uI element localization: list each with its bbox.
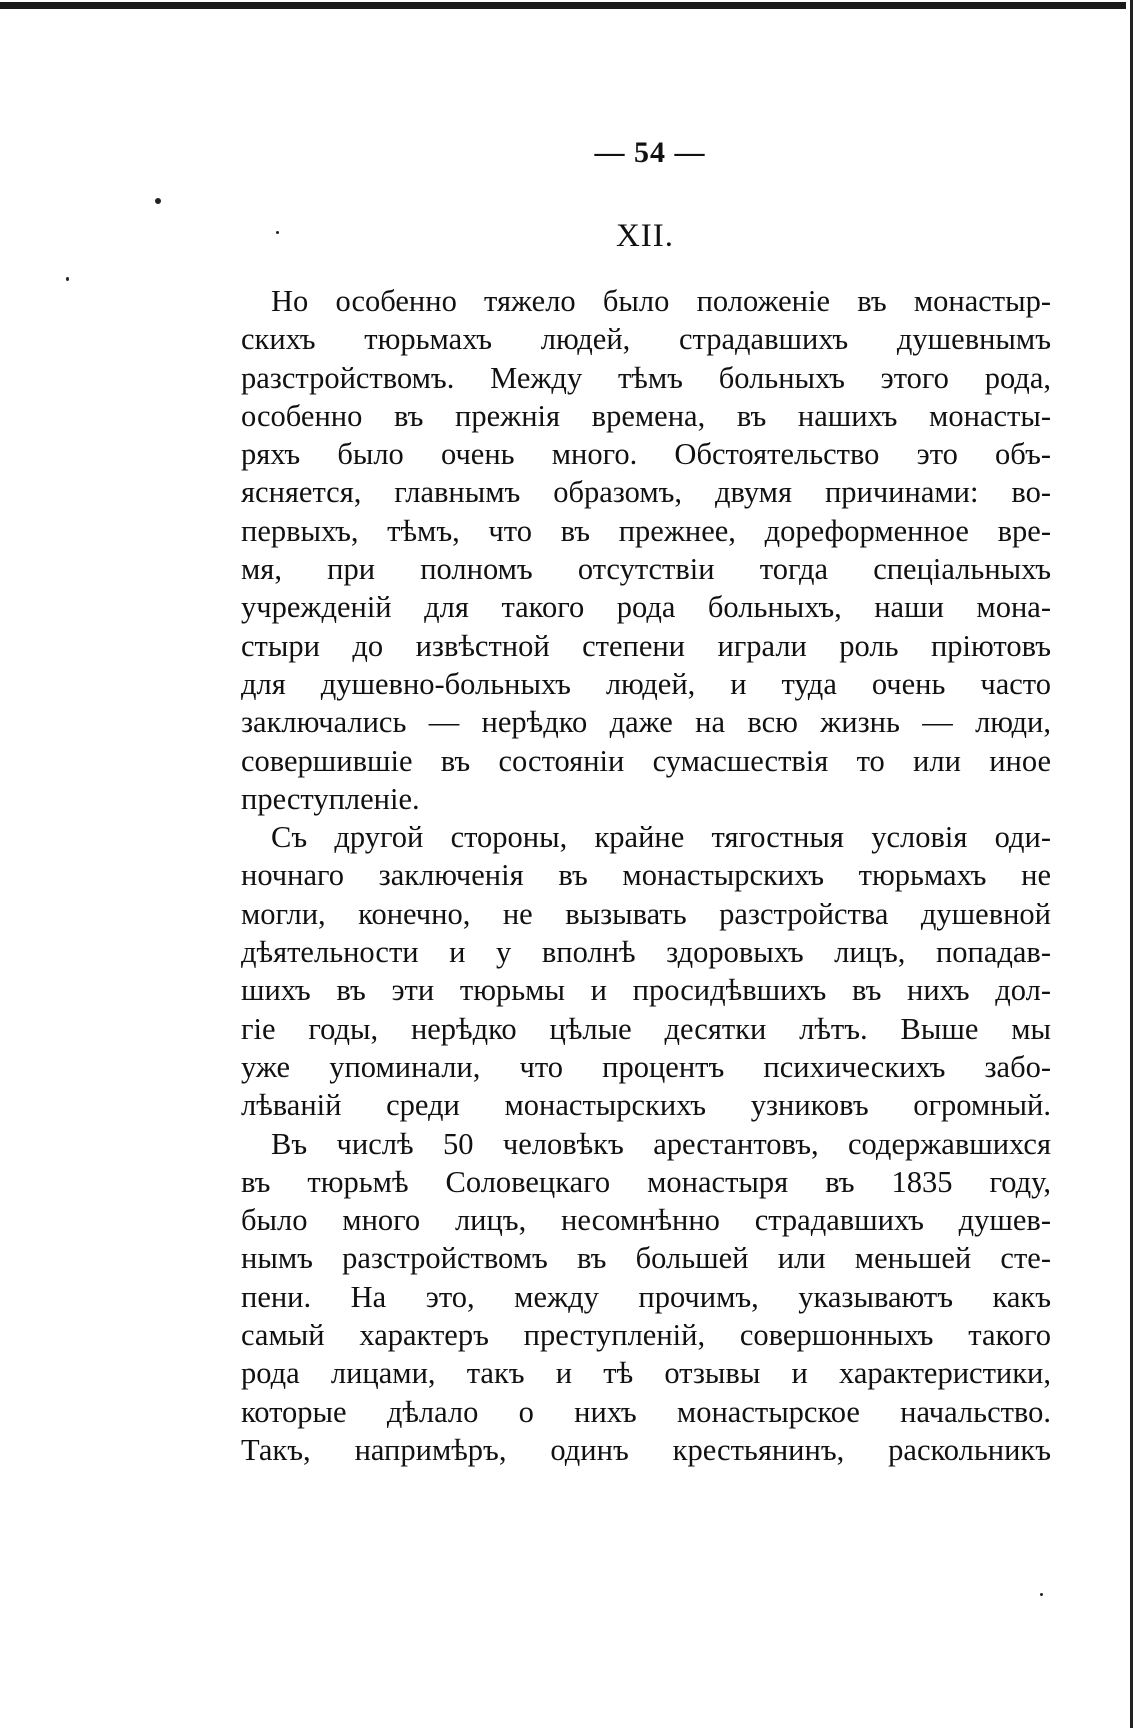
text-line: лѣваній среди монастырскихъ узниковъ огромный. bbox=[241, 1088, 1051, 1123]
text-line: преступленіе. bbox=[241, 781, 420, 816]
text-line: шихъ въ эти тюрьмы и просидѣвшихъ въ нихъ дол- bbox=[241, 973, 1051, 1008]
text-line: первыхъ, тѣмъ, что въ прежнее, дореформенное вре- bbox=[241, 513, 1051, 548]
text-line: для душевно-больныхъ людей, и туда очень часто bbox=[241, 666, 1051, 701]
text-line: дѣятельности и у вполнѣ здоровыхъ лицъ, попадав- bbox=[241, 935, 1051, 970]
text-line: Съ другой стороны, крайне тягостныя условія оди- bbox=[271, 820, 1051, 855]
text-line: ночнаго заключенія въ монастырскихъ тюрьмахъ не bbox=[241, 858, 1051, 893]
text-line: мя, при полномъ отсутствіи тогда спеціальныхъ bbox=[241, 552, 1051, 587]
paragraph bbox=[241, 1125, 1051, 1470]
text-line: Въ числѣ 50 человѣкъ арестантовъ, содержавшихся bbox=[271, 1126, 1051, 1161]
text-line: разстройствомъ. Между тѣмъ больныхъ этого рода, bbox=[241, 360, 1051, 395]
text-line: стыри до извѣстной степени играли роль пріютовъ bbox=[241, 628, 1051, 663]
text-line: уже упоминали, что процентъ психическихъ забо- bbox=[241, 1049, 1051, 1084]
paragraph bbox=[241, 818, 1051, 1124]
text-line: особенно въ прежнія времена, въ нашихъ монасты- bbox=[241, 398, 1051, 433]
text-line: Но особенно тяжело было положеніе въ монастыр- bbox=[271, 284, 1051, 318]
text-line: скихъ тюрьмахъ людей, страдавшихъ душевнымъ bbox=[241, 322, 1051, 357]
scan-speck bbox=[1040, 1593, 1043, 1596]
text-line: учрежденій для такого рода больныхъ, наши мона- bbox=[241, 590, 1051, 625]
text-line: ряхъ было очень много. Обстоятельство это объ- bbox=[241, 437, 1051, 472]
body-text bbox=[241, 282, 1051, 1469]
scan-right-edge bbox=[1126, 0, 1140, 1728]
chapter-heading: XII. bbox=[615, 218, 675, 254]
text-line: въ тюрьмѣ Соловецкаго монастыря въ 1835 году, bbox=[241, 1164, 1051, 1199]
text-line: было много лицъ, несомнѣнно страдавшихъ душев- bbox=[241, 1203, 1051, 1238]
text-line: самый характеръ преступленій, совершонныхъ такого bbox=[241, 1318, 1051, 1353]
scan-speck bbox=[66, 277, 69, 281]
page-number: — 54 — bbox=[594, 136, 706, 169]
text-line: заключались — нерѣдко даже на всю жизнь — люди, bbox=[241, 705, 1051, 740]
text-line: которые дѣлало о нихъ монастырское начальство. bbox=[241, 1394, 1051, 1429]
scan-top-edge bbox=[0, 0, 1140, 14]
text-line: гіе годы, нерѣдко цѣлые десятки лѣтъ. Выше мы bbox=[241, 1011, 1051, 1046]
text-line: пени. На это, между прочимъ, указываютъ какъ bbox=[241, 1279, 1051, 1314]
text-line: Такъ, напримѣръ, одинъ крестьянинъ, раскольникъ bbox=[241, 1432, 1051, 1467]
text-line: рода лицами, такъ и тѣ отзывы и характеристики, bbox=[241, 1356, 1051, 1391]
text-line: нымъ разстройствомъ въ большей или меньшей сте- bbox=[241, 1241, 1051, 1276]
paragraph bbox=[241, 282, 1051, 818]
text-line: совершившіе въ состояніи сумасшествія то или иное bbox=[241, 743, 1051, 778]
text-line: могли, конечно, не вызывать разстройства душевной bbox=[241, 896, 1051, 931]
text-line: ясняется, главнымъ образомъ, двумя причинами: во- bbox=[241, 475, 1051, 510]
scan-speck bbox=[155, 198, 161, 204]
